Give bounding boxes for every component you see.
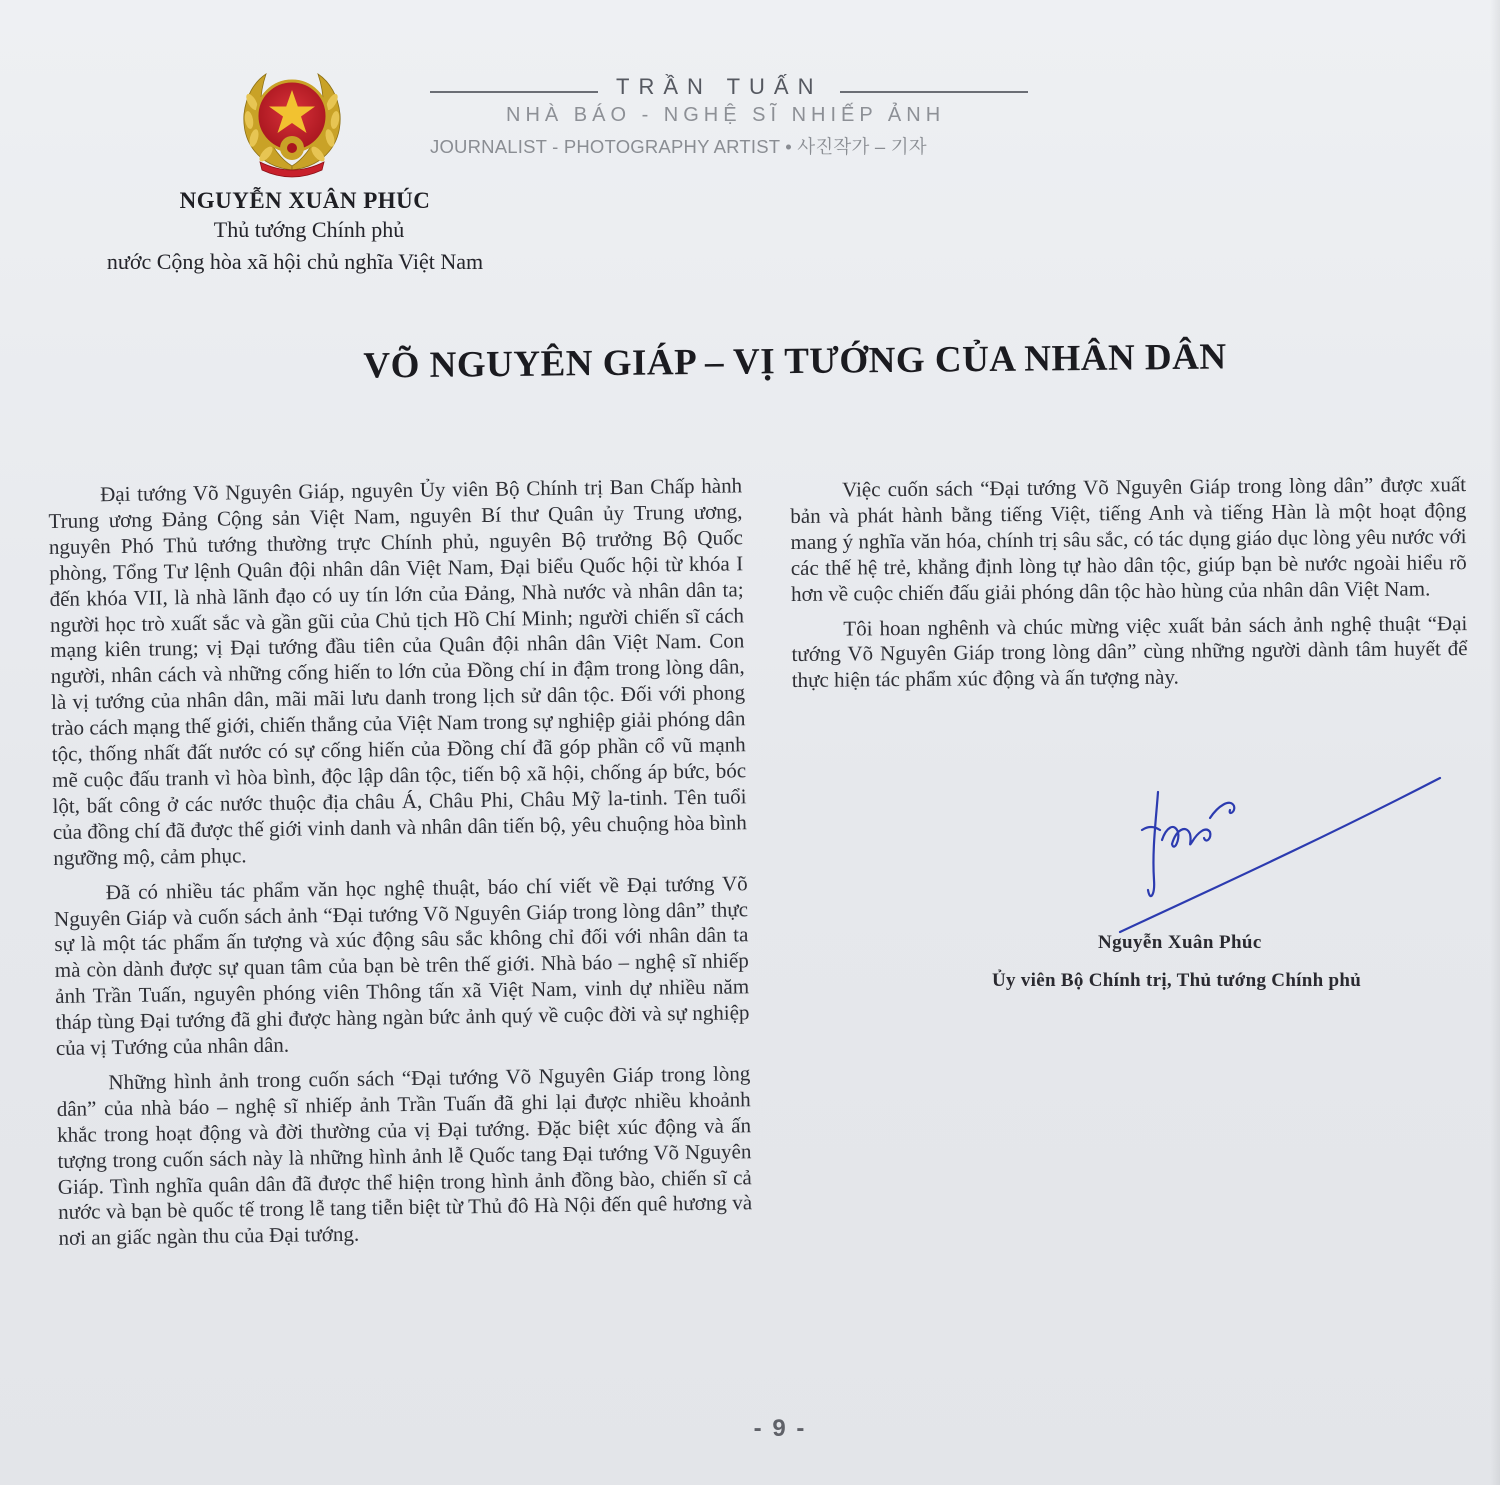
paragraph: Đại tướng Võ Nguyên Giáp, nguyên Ủy viên Bộ Chính trị Ban Chấp hành Trung ương Đảng Cộng sản Việt Nam, nguyên Bí thư Quân ủy Trung ương, nguyên Phó Thủ tướng thường trực Chính phủ, nguyên Bộ trưởng Bộ Quốc phòng, Tổng Tư lệnh Quân đội nhân dân Việt Nam, Đại biểu Quốc hội từ khóa I đến khóa VII, là nhà lãnh đạo có uy tín lớn của Đảng, Nhà nước và nhân dân ta; người học trò xuất sắc và gần gũi của Chủ tịch Hồ Chí Minh; người chiến sĩ cách mạng kiên trung; vị Đại tướng đầu tiên của Quân đội nhân dân Việt Nam. Con người, nhân cách và những cống hiến to lớn của Đồng chí in đậm trong lòng dân, là vị tướng của nhân dân, mãi mãi lưu danh trong lịch sử dân tộc. Đối với phong trào cách mạng thế giới, chiến thắng của Việt Nam trong sự nghiệp giải phóng dân tộc, thống nhất đất nước có sự cống hiến của Đồng chí đã góp phần cổ vũ mạnh mẽ cuộc đấu tranh vì hòa bình, độc lập dân tộc, tiến bộ xã hội, chống áp bức, bóc lột, bất công ở các nước thuộc địa châu Á, Châu Phi, Châu Mỹ la-tinh. Tên tuổi của đồng chí đã được thế giới vinh danh và nhân dân tiến bộ, yêu chuộng hòa bình ngưỡng mộ, cảm phục. <box>48 473 747 870</box>
page-number: - 9 - <box>753 1415 807 1442</box>
letterhead-name: TRẦN TUẤN <box>616 74 823 99</box>
author-block <box>60 188 530 278</box>
signature-name: Nguyễn Xuân Phúc <box>1098 932 1262 953</box>
author-name: NGUYỄN XUÂN PHÚC <box>179 188 431 213</box>
letterhead-rule-right <box>840 91 1028 93</box>
body-column-left <box>48 473 753 1261</box>
paragraph: Việc cuốn sách “Đại tướng Võ Nguyên Giáp trong lòng dân” được xuất bản và phát hành bằng tiếng Việt, tiếng Anh và tiếng Hàn là một hoạt động mang ý nghĩa văn hóa, chính trị sâu sắc, có tác dụng giáo dục lòng yêu nước với các thế hệ trẻ, khẳng định lòng tự hào dân tộc, giúp bạn bè nước ngoài hiểu rõ hơn về cuộc chiến đấu giải phóng dân tộc hào hùng của nhân dân Việt Nam. <box>790 472 1467 606</box>
letterhead-subtitle: NHÀ BÁO - NGHỆ SĨ NHIẾP ẢNH <box>506 104 946 126</box>
page-title: VÕ NGUYÊN GIÁP – VỊ TƯỚNG CỦA NHÂN DÂN <box>363 336 1227 387</box>
national-emblem-icon <box>236 62 348 180</box>
body-column-right <box>790 472 1468 703</box>
paragraph: Tôi hoan nghênh và chúc mừng việc xuất bản sách ảnh nghệ thuật “Đại tướng Võ Nguyên Giáp trong lòng dân” cùng những người dành tâm huyết để thực hiện tác phẩm xúc động và ấn tượng này. <box>791 610 1468 693</box>
author-position: Thủ tướng Chính phủ <box>213 217 405 242</box>
signature-title: Ủy viên Bộ Chính trị, Thủ tướng Chính phủ <box>992 970 1362 991</box>
author-country: nước Cộng hòa xã hội chủ nghĩa Việt Nam <box>106 249 484 274</box>
paragraph: Đã có nhiều tác phẩm văn học nghệ thuật, báo chí viết về Đại tướng Võ Nguyên Giáp và cuốn sách ảnh “Đại tướng Võ Nguyên Giáp trong lòng dân” thực sự là một tác phẩm ấn tượng và xúc động sâu sắc không chỉ đối với nhân dân ta mà còn dành được sự quan tâm của bạn bè trên thế giới. Nhà báo – nghệ sĩ nhiếp ảnh Trần Tuấn, nguyên phóng viên Thông tấn xã Việt Nam, vinh dự nhiều năm tháp tùng Đại tướng đã ghi được hàng ngàn bức ảnh quý về cuộc đời và sự nghiệp của vị Tướng của nhân dân. <box>53 870 750 1060</box>
letterhead-subtitle-en: JOURNALIST - PHOTOGRAPHY ARTIST • 사진작가 – 기자 <box>430 136 927 157</box>
letterhead <box>430 74 1050 159</box>
handwritten-signature <box>1100 770 1450 940</box>
paragraph: Những hình ảnh trong cuốn sách “Đại tướng Võ Nguyên Giáp trong lòng dân” của nhà báo – nghệ sĩ nhiếp ảnh Trần Tuấn đã ghi lại được nhiều khoảnh khắc trong hoạt động và đời thường của vị Đại tướng. Đặc biệt xúc động và ấn tượng trong cuốn sách này là những hình ảnh lễ Quốc tang Đại tướng Võ Nguyên Giáp. Tình nghĩa quân dân đã được thể hiện trong hình ảnh đồng bào, chiến sĩ cả nước và bạn bè quốc tế trong lễ tang tiễn biệt từ Thủ đô Hà Nội đến quê hương và nơi an giấc ngàn thu của Đại tướng. <box>56 1061 753 1251</box>
letterhead-rule-left <box>430 91 598 93</box>
